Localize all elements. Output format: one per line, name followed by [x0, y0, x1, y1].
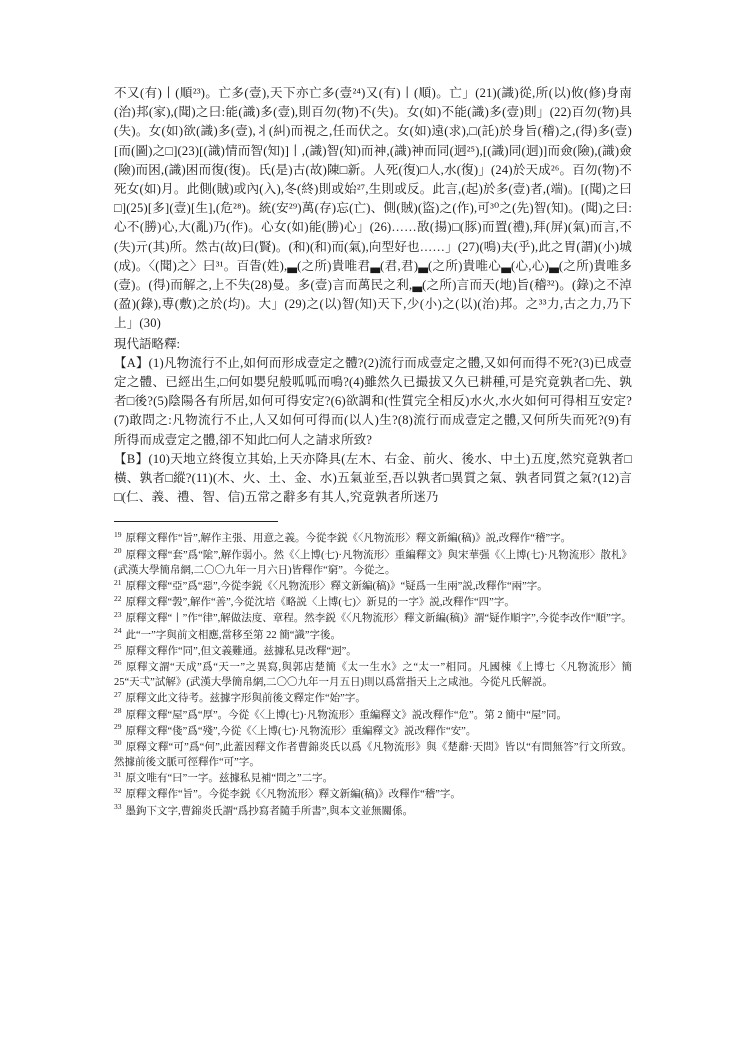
footnote-number: 27: [114, 689, 122, 699]
footnote-item: [114, 724, 632, 740]
footnote-list: [114, 531, 632, 819]
footnote-text: 此“一”字與前文相應,當移至第 22 簡“識”字後。: [125, 629, 342, 641]
footnote-text: 原釋文釋“套”爲“隂”,解作弱小。然《〈上博(七)·凡物流形〉重編釋文》與宋華强《〈上博(七)·凡物流形〉散札》(武漢大學簡帛網,二〇〇九年一月六日)皆釋作“窮”。今從之。: [114, 549, 632, 577]
page-content: [114, 84, 632, 820]
footnote-number: 26: [114, 658, 122, 668]
footnote-text: 原文唯有“曰”一字。兹據私見補“問之”二字。: [125, 773, 334, 785]
footnote-item: [114, 644, 632, 660]
footnote-number: 24: [114, 626, 122, 636]
footnote-text: 原釋文釋作“同”,但文義難通。兹據私見改釋“迵”。: [125, 645, 357, 657]
footnote-item: [114, 771, 632, 787]
footnote-separator: [114, 521, 278, 522]
footnote-text: 原釋文釋“亞”爲“惡”,今從李鋭《〈凡物流形〉釋文新編(稿)》“疑爲一生兩”説,改釋作“兩”字。: [125, 581, 548, 593]
footnote-text: 原釋文釋“俴”爲“殘”,今從《〈上博(七)·凡物流形〉重編釋文》説改釋作“安”。: [125, 725, 477, 737]
transcription-text: 不又(有)丨(順²³)。亡多(壹),天下亦亡多(壹²⁴)又(有)丨(順)。亡」(21)(識)從,所(以)攸(修)身南(治)邦(家),(聞)之曰:能(識)多(壹),則百勿(物)不(失)。女(如)不能(識)多(壹)則」(22)百勿(物)具(失)。女(如)欲(識)多(壹),丬(糾)而視之,任而伏之。女(如)遠(求),□(託)於身旨(稽)之,(得)多(壹)[而(圖)之□](23)[(識)情而智(知)]丨,(識)智(知)而神,(識)神而同(迵²⁵),[(識)同(迵)]而僉(險),(識)僉(險)而困,(識)困而復(復)。氏(是)古(故)陳□新。人死(復)□人,水(復)」(24)於天成²⁶。百勿(物)不死女(如)月。此側(賊)或內(入),冬(終)則或始²⁷,生則或反。此言,(起)於多(壹)者,(端)。[(聞)之曰□](25)[多](壹)[生],(危²⁸)。統(安²⁹)萬(存)忘(亡)、側(賊)(盜)之(作),可³⁰之(先)智(知)。(聞)之曰:心不(勝)心,大(亂)乃(作)。心女(如)能(勝)心」(26)……敔(揚)□(豚)而置(禮),拜(屏)(氣)而言,不(失)亓(其)所。然古(故)曰(賢)。(和)(和)而(氣),向型好也……」(27)(鳴)夫(乎),此之胃(謂)(小)城(成)。〈(聞)之〉曰³¹。百眚(姓),▃(之所)貴唯君▃(君,君)▃(之所)貴唯心▃(心,心)▃(之所)貴唯多(壹)。(得)而解之,上不失(28)曼。多(壹)言而萬民之利,▃(之所)言而天(地)旨(稽³²)。(錄)之不淖(盈)(錄),尃(敷)之於(均)。大」(29)之(以)智(知)天下,少(小)之(以)(治)邦。之³³力,古之力,乃下上」(30): [114, 86, 632, 331]
footnote-number: 21: [114, 577, 122, 587]
footnote-number: 22: [114, 593, 122, 603]
footnote-number: 28: [114, 706, 122, 715]
footnote-item: [114, 579, 632, 595]
footnote-number: 32: [114, 785, 122, 795]
interpretation-paragraph-b: 【B】(10)天地立終復立其始,上天亦降具(左木、右金、前火、後水、中土)五度,然究竟孰者□橫、孰者□縱?(11)(木、火、土、金、水)五氣並至,吾以孰者□異質之氣、孰者同質之氣?(12)言□(仁、義、禮、智、信)五常之辭多有其人,究竟孰者所迷乃: [114, 451, 632, 505]
section-title: 現代語略釋:: [114, 336, 180, 351]
footnote-item: [114, 628, 632, 644]
footnote-item: [114, 708, 632, 724]
footnote-number: 19: [114, 529, 122, 539]
footnote-text: 原釋文釋“屋”爲“厚”。今從《〈上博(七)·凡物流形〉重編釋文》説改釋作“危”。第 2 簡中“屋”同。: [125, 709, 568, 721]
footnote-text: 原釋文釋作“旨”,解作主張、用意之義。今從李鋭《〈凡物流形〉釋文新編(稿)》説,改釋作“稽”字。: [125, 533, 572, 545]
footnote-item: [114, 691, 632, 707]
footnote-item: [114, 740, 632, 771]
footnote-text: 原釋文釋作“旨”。今從李鋭《〈凡物流形〉釋文新編(稿)》改釋作“稽”字。: [125, 789, 461, 801]
footnote-item: [114, 548, 632, 579]
footnote-number: 23: [114, 609, 122, 619]
footnote-text: 原釋文釋“㝅”,解作“善”,今從沈培《略説〈上博(七)〉新見的一字》説,改釋作“四”字。: [125, 597, 515, 609]
footnote-item: [114, 595, 632, 611]
footnote-text: 原釋文此文待考。兹據字形與前後文釋定作“始”字。: [125, 693, 366, 705]
footnote-number: 20: [114, 546, 122, 556]
footnote-text: 原釋文釋“可”爲“何”,此蓋因釋文作者曹錦炎氏以爲《凡物流形》與《楚辭·天問》皆以“有問無答”行文所致。然據前後文脈可徑釋作“可”字。: [114, 741, 632, 769]
footnote-number: 33: [114, 802, 122, 812]
footnote-item: [114, 787, 632, 803]
footnote-number: 29: [114, 722, 122, 732]
footnote-number: 30: [114, 738, 122, 748]
footnote-text: 原釋文謂“天成”爲“天一”之異寫,與郭店楚簡《太一生水》之“太一”相同。凡國棟《上博七〈凡物流形〉簡25“天弌”試解》(武漢大學簡帛網,二〇〇九年一月五日)則以爲當指天上之咸池。今從凡氏解説。: [114, 661, 632, 689]
footnote-number: 31: [114, 769, 122, 779]
footnote-item: [114, 611, 632, 627]
footnote-text: 原釋文釋“丨”作“律”,解做法度、章程。然李鋭《〈凡物流形〉釋文新編(稿)》謂“疑作順字”,今從李改作“順”字。: [125, 613, 632, 625]
footnote-item: [114, 804, 632, 820]
footnote-text: 墨鉤下文字,曹錦炎氏謂“爲抄寫者隨手所書”,與本文並無關係。: [125, 805, 414, 817]
footnote-number: 25: [114, 642, 122, 652]
footnote-item: [114, 660, 632, 691]
interpretation-paragraph-a: 【A】(1)凡物流行不止,如何而形成壹定之體?(2)流行而成壹定之體,又如何而得不死?(3)已成壹定之體、已經出生,□何如嬰兒般呱呱而鳴?(4)雖然久已撮拔又久已耕種,可是究竟孰者□先、孰者□後?(5)陰陽各有所居,如何可得安定?(6)欲調和(性質完全相反)水火,水火如何可得相互安定?(7)敢問之:凡物流行不止,人又如何可得而(以人)生?(8)流行而成壹定之體,又何所失而死?(9)有所得而成壹定之體,卻不知此□何人之請求所致?: [114, 355, 632, 447]
footnote-item: [114, 531, 632, 547]
